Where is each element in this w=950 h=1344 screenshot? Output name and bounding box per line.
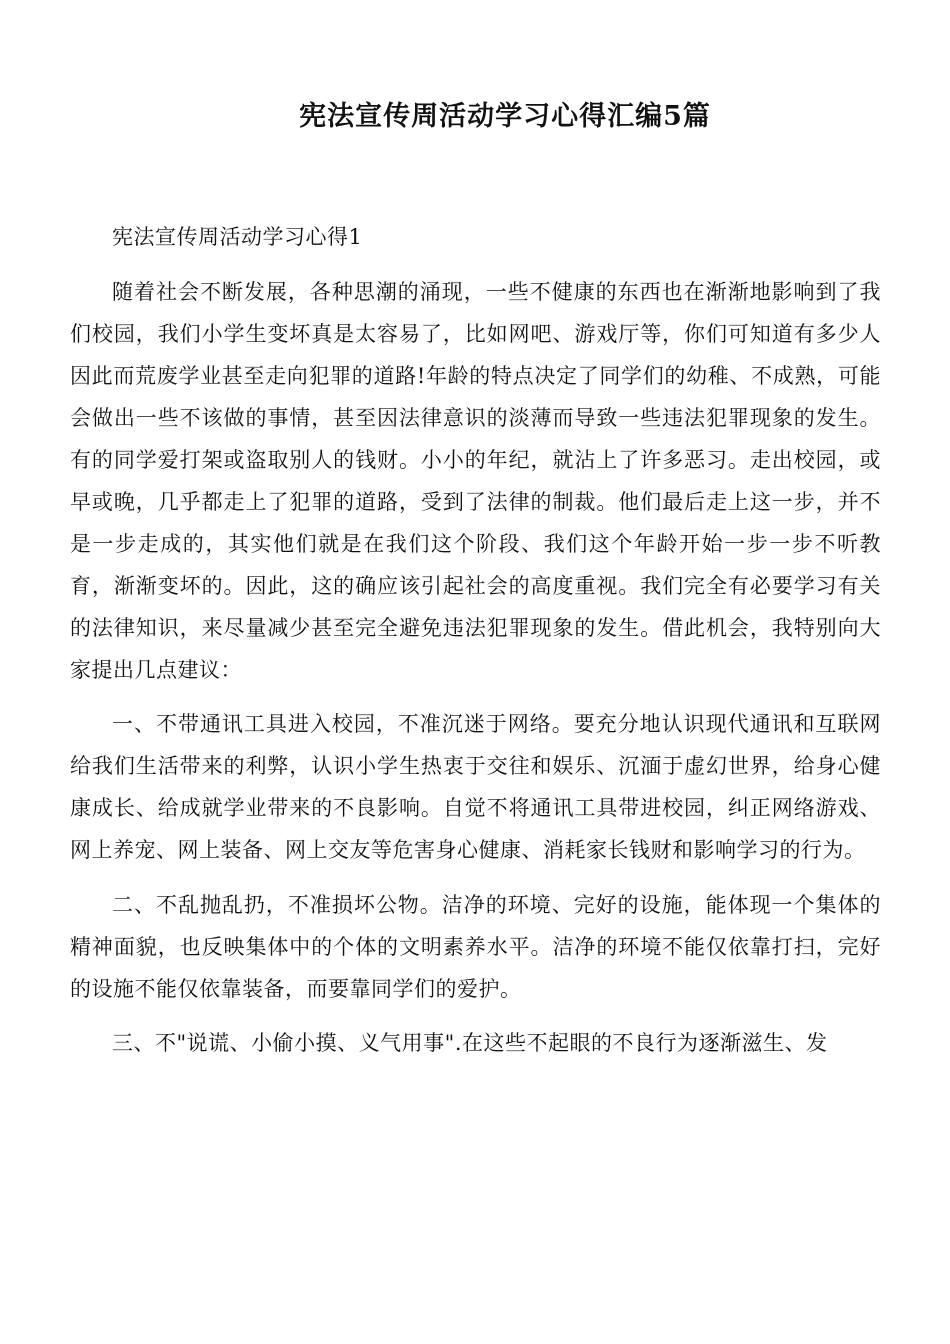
body-paragraph: 随着社会不断发展，各种思潮的涌现，一些不健康的东西也在渐渐地影响到了我们校园，我们小学生变坏真是太容易了，比如网吧、游戏厅等，你们可知道有多少人因此而荒废学业甚至走向犯罪的道路!年龄的特点决定了同学们的幼稚、不成熟，可能会做出一些不该做的事情，甚至因法律意识的淡薄而导致一些违法犯罪现象的发生。有的同学爱打架或盗取别人的钱财。小小的年纪，就沾上了许多恶习。走出校园，或早或晚，几乎都走上了犯罪的道路，受到了法律的制裁。他们最后走上这一步，并不是一步走成的，其实他们就是在我们这个阶段、我们这个年龄开始一步一步不听教育，渐渐变坏的。因此，这的确应该引起社会的高度重视。我们完全有必要学习有关的法律知识，来尽量减少甚至完全避免违法犯罪现象的发生。借此机会，我特别向大家提出几点建议： (70, 279, 881, 682)
body-paragraph: 三、不"说谎、小偷小摸、义气用事".在这些不起眼的不良行为逐渐滋生、发 (112, 1031, 828, 1055)
body-paragraph: 二、不乱抛乱扔，不准损坏公物。洁净的环境、完好的设施，能体现一个集体的精神面貌，也反映集体中的个体的文明素养水平。洁净的环境不能仅依靠打扫，完好的设施不能仅依靠装备，而要靠同学们的爱护。 (70, 892, 881, 1001)
document-body (70, 216, 881, 1077)
section-heading: 宪法宣传周活动学习心得1 (112, 225, 363, 249)
body-paragraph: 一、不带通讯工具进入校园，不准沉迷于网络。要充分地认识现代通讯和互联网给我们生活带来的利弊，认识小学生热衷于交往和娱乐、沉湎于虚幻世界，给身心健康成长、给成就学业带来的不良影响。自觉不将通讯工具带进校园，纠正网络游戏、网上养宠、网上装备、网上交友等危害身心健康、消耗家长钱财和影响学习的行为。 (70, 712, 881, 862)
document-title: 宪法宣传周活动学习心得汇编5篇 (299, 101, 711, 132)
